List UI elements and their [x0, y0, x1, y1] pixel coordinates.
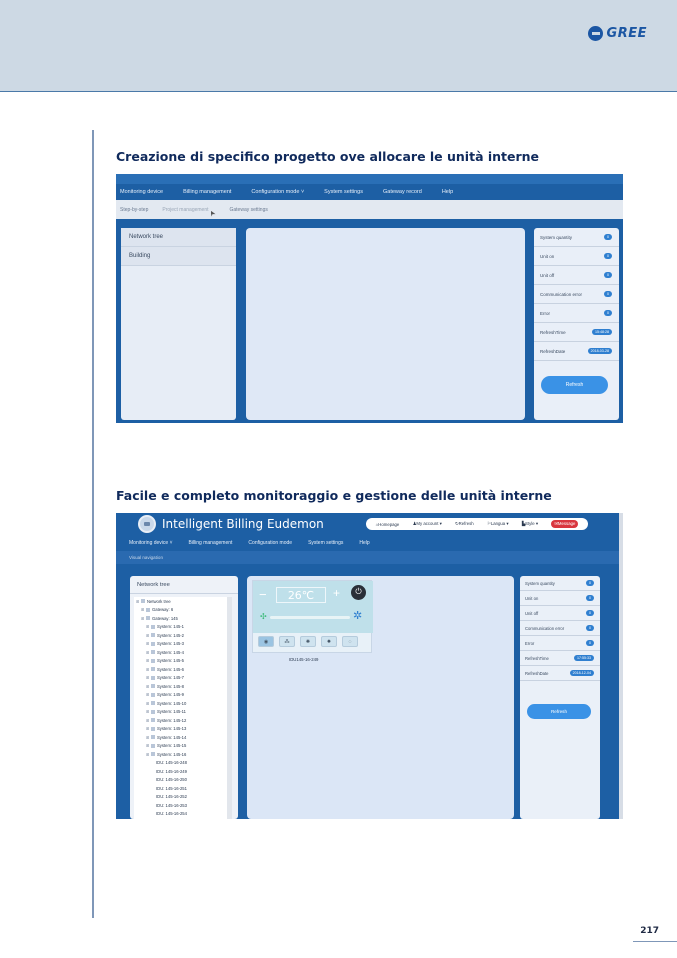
expand-icon[interactable]: ⊞ [146, 751, 150, 757]
stat-row [534, 247, 619, 266]
node-icon [151, 676, 155, 680]
gree-logo-icon [588, 26, 603, 41]
refresh-button[interactable]: Refresh [541, 376, 608, 394]
stat-label: Unit on [525, 595, 539, 601]
fan-low-icon[interactable]: ✣ [260, 612, 267, 621]
tree-item-network-tree[interactable]: Network tree [121, 228, 236, 247]
left-margin-rule [92, 130, 94, 918]
stat-badge: 0 [604, 310, 612, 316]
expand-icon[interactable]: ⊞ [146, 683, 150, 689]
app-top-strip [116, 174, 623, 184]
expand-icon[interactable]: ⊞ [146, 658, 150, 664]
tree-node-label: System: 145-1 [157, 624, 184, 630]
tree-node-label: System: 145-15 [157, 743, 187, 749]
stat-row [520, 576, 600, 591]
menu-item-help[interactable]: Help [359, 540, 370, 546]
expand-icon[interactable]: ⊞ [146, 649, 150, 655]
node-icon [151, 701, 155, 705]
message-label: Message [557, 521, 576, 526]
tree-node[interactable] [134, 597, 232, 606]
mode-heat-icon[interactable]: ◌ [342, 636, 358, 647]
stat-badge: 0 [586, 625, 594, 631]
menu-item-configuration[interactable]: Configuration mode ˅ [251, 189, 305, 195]
expand-icon[interactable]: ⊞ [146, 624, 150, 630]
stat-badge: 15:48:28 [592, 329, 612, 335]
tree-node[interactable] [134, 665, 232, 674]
tree-node-label: System: 145-10 [157, 700, 187, 706]
tree-node-label: IDU: 145-16-252 [156, 794, 187, 800]
stat-badge: 0 [604, 291, 612, 297]
tree-node-label: System: 145-3 [157, 641, 184, 647]
stat-row [520, 636, 600, 651]
node-icon [151, 659, 155, 663]
tree-node-label: System: 145-7 [157, 675, 184, 681]
stat-badge: 0 [604, 253, 612, 259]
expand-icon[interactable]: ⊞ [146, 632, 150, 638]
tree-node-label: Network tree [147, 598, 171, 604]
expand-icon[interactable]: ⊞ [146, 675, 150, 681]
tree-node[interactable] [134, 674, 232, 683]
message-button[interactable]: ✉Message [551, 520, 578, 528]
visual-navigation-bar[interactable]: Visual navigation [116, 551, 623, 564]
tree-node-label: System: 145-8 [157, 683, 184, 689]
sub-navigation [116, 200, 623, 219]
node-icon [146, 608, 150, 612]
screenshot-project-management [116, 174, 623, 423]
tree-node[interactable] [134, 793, 232, 802]
tree-node[interactable] [134, 725, 232, 734]
tree-node-label: IDU: 145-16-253 [156, 802, 187, 808]
language-label: Langua ▾ [490, 521, 509, 526]
mouse-cursor-icon [211, 211, 216, 217]
tree-node[interactable] [134, 691, 232, 700]
menu-item-system-settings[interactable]: System settings [324, 189, 363, 195]
tree-node-label: IDU: 145-16-250 [156, 777, 187, 783]
tree-node-label: System: 145-6 [157, 666, 184, 672]
screenshot-monitoring [116, 513, 623, 819]
stat-badge: 0 [586, 595, 594, 601]
stat-row [534, 228, 619, 247]
expand-icon[interactable]: ⊞ [146, 641, 150, 647]
stat-label: RefreshTime [525, 655, 549, 661]
tree-node[interactable] [134, 623, 232, 632]
node-icon [151, 744, 155, 748]
tree-node[interactable] [134, 606, 232, 615]
tree-node[interactable] [134, 657, 232, 666]
tree-node[interactable] [134, 784, 232, 793]
stat-label: Communication error [525, 625, 565, 631]
refresh-link[interactable]: ↻Refresh [455, 521, 474, 526]
my-account-label: My account ▾ [416, 521, 442, 526]
stat-label: Unit off [525, 610, 539, 616]
refresh-button[interactable]: Refresh [527, 704, 591, 719]
tree-node-label: System: 145-2 [157, 632, 184, 638]
power-icon[interactable]: ⏻ [351, 585, 366, 600]
tree-node-label: System: 145-12 [157, 717, 187, 723]
my-account-link[interactable]: ♟My account ▾ [412, 521, 442, 526]
fan-high-icon[interactable]: ✲ [353, 610, 363, 622]
tree-node-label: System: 145-5 [157, 658, 184, 664]
stat-row [520, 621, 600, 636]
stat-row [520, 591, 600, 606]
network-tree-panel [130, 576, 238, 819]
expand-icon[interactable]: ⊞ [141, 607, 145, 613]
tree-node-label: Gateway: 6 [152, 607, 174, 613]
stat-badge: 0 [586, 580, 594, 586]
menu-item-billing[interactable]: Billing management [183, 189, 232, 195]
menu-bar [116, 184, 623, 200]
mode-fan-icon[interactable]: ✹ [321, 636, 337, 647]
stat-row [534, 285, 619, 304]
stat-row [520, 651, 600, 666]
tree-node[interactable] [134, 742, 232, 751]
tree-node[interactable] [134, 682, 232, 691]
tree-node[interactable] [134, 648, 232, 657]
mode-cool-icon[interactable]: ⁂ [279, 636, 295, 647]
fan-speed-slider[interactable] [270, 616, 350, 619]
node-icon [151, 710, 155, 714]
subnav-step-by-step[interactable]: Step-by-step [120, 206, 149, 213]
tree-node[interactable] [134, 801, 232, 810]
expand-icon[interactable]: ⊞ [146, 700, 150, 706]
expand-icon[interactable]: ⊞ [146, 726, 150, 732]
unit-control-panel [253, 581, 373, 633]
stat-badge: 0 [604, 272, 612, 278]
tree-node[interactable] [134, 708, 232, 717]
section-heading-monitoring: Facile e completo monitoraggio e gestione delle unità interne [116, 488, 552, 503]
node-icon [151, 752, 155, 756]
stat-label: Communication error [540, 291, 583, 297]
stat-label: RefreshTime [540, 329, 566, 335]
expand-icon[interactable]: ⊞ [146, 666, 150, 672]
stat-label: Error [540, 310, 550, 316]
mode-dry-icon[interactable]: ✺ [300, 636, 316, 647]
gree-logo [588, 26, 647, 41]
expand-icon[interactable]: ⊞ [146, 734, 150, 740]
node-icon [151, 625, 155, 629]
tree-node[interactable] [134, 614, 232, 623]
stat-label: Unit on [540, 253, 555, 259]
homepage-link[interactable]: ⌂Homepage [375, 521, 400, 527]
stat-label: Error [525, 640, 535, 646]
section-heading-project: Creazione di specifico progetto ove allocare le unità interne [116, 149, 540, 164]
node-icon [151, 633, 155, 637]
style-link[interactable]: ▙Style ▾ [521, 521, 539, 526]
stat-row [534, 342, 619, 361]
tree-node[interactable] [134, 716, 232, 725]
increase-temp-button[interactable]: + [333, 586, 341, 600]
menu-item-gateway-record[interactable]: Gateway record [383, 189, 422, 195]
stat-label: RefreshDate [540, 348, 566, 354]
stat-row [534, 304, 619, 323]
tree-node-label: System: 145-9 [157, 692, 184, 698]
language-link[interactable]: ⚐Langua ▾ [486, 521, 509, 526]
stat-badge: 0 [586, 610, 594, 616]
node-icon [151, 727, 155, 731]
menu-bar [116, 535, 623, 551]
stat-row [534, 323, 619, 342]
tree-node-label: Gateway: 145 [152, 615, 178, 621]
stat-label: System quantity [525, 580, 555, 586]
menu-item-monitoring[interactable]: Monitoring device [120, 189, 164, 195]
tree-node[interactable] [134, 699, 232, 708]
stat-row [534, 266, 619, 285]
tree-node-label: System: 145-16 [157, 751, 187, 757]
top-toolbar [366, 518, 588, 530]
tree-node-label: IDU: 145-16-249 [156, 768, 187, 774]
mode-buttons [258, 636, 358, 647]
status-panel [534, 228, 619, 420]
node-icon [141, 599, 145, 603]
subnav-project-management[interactable]: Project management [162, 206, 209, 213]
tree-node-label: System: 145-4 [157, 649, 184, 655]
tree-node[interactable] [134, 759, 232, 768]
network-tree [134, 597, 232, 819]
tree-node[interactable] [134, 776, 232, 785]
menu-item-configuration[interactable]: Configuration mode [248, 540, 293, 546]
stat-badge: 17:55:33 [574, 655, 594, 661]
tree-node-label: System: 145-11 [157, 709, 187, 715]
tree-node[interactable] [134, 767, 232, 776]
mode-auto-icon[interactable]: ◉ [258, 636, 274, 647]
stat-badge: 2018-12-04 [570, 670, 594, 676]
expand-icon[interactable]: ⊞ [141, 615, 145, 621]
stat-label: RefreshDate [525, 670, 549, 676]
stat-badge: 0 [604, 234, 612, 240]
header-band [0, 0, 677, 92]
tree-item-building[interactable]: Building [121, 247, 236, 266]
node-icon [151, 735, 155, 739]
stat-row [520, 666, 600, 681]
expand-icon[interactable]: ⊞ [136, 598, 140, 604]
node-icon [151, 718, 155, 722]
node-icon [151, 684, 155, 688]
stat-row [520, 606, 600, 621]
menu-item-monitoring[interactable]: Monitoring device ˅ [129, 540, 173, 546]
page-number-rule [633, 941, 677, 942]
node-icon [151, 693, 155, 697]
app-logo-icon [138, 515, 156, 533]
stat-label: System quantity [540, 234, 573, 240]
expand-icon[interactable]: ⊞ [146, 709, 150, 715]
expand-icon[interactable]: ⊞ [146, 692, 150, 698]
network-tree-panel [121, 228, 236, 420]
stat-label: Unit off [540, 272, 555, 278]
tree-node[interactable] [134, 810, 232, 819]
node-icon [146, 616, 150, 620]
node-icon [151, 667, 155, 671]
network-tree-title: Network tree [130, 576, 238, 594]
menu-item-help[interactable]: Help [441, 189, 454, 195]
decrease-temp-button[interactable]: − [259, 587, 267, 602]
app-title: Intelligent Billing Eudemon [162, 517, 324, 531]
tree-node[interactable] [134, 750, 232, 759]
main-content-area [246, 228, 525, 420]
tree-node[interactable] [134, 733, 232, 742]
stat-badge: 0 [586, 640, 594, 646]
tree-node[interactable] [134, 640, 232, 649]
indoor-unit-card[interactable] [252, 580, 372, 653]
expand-icon[interactable]: ⊞ [146, 717, 150, 723]
stat-badge: 2018-03-28 [588, 348, 612, 354]
tree-node-label: System: 145-13 [157, 726, 187, 732]
menu-item-system-settings[interactable]: System settings [308, 540, 344, 546]
status-panel [520, 576, 600, 819]
tree-node[interactable] [134, 631, 232, 640]
refresh-link-label: Refresh [458, 521, 474, 526]
node-icon [151, 650, 155, 654]
tree-scrollbar[interactable] [227, 597, 232, 819]
tree-node-label: System: 145-14 [157, 734, 187, 740]
tree-node-label: IDU: 145-16-254 [156, 811, 187, 817]
menu-item-billing[interactable]: Billing management [188, 540, 233, 546]
subnav-gateway-settings[interactable]: Gateway settings [229, 206, 268, 213]
expand-icon[interactable]: ⊞ [146, 743, 150, 749]
gree-logo-text: GREE [606, 26, 647, 41]
temperature-display: 26℃ [276, 587, 326, 603]
style-label: Style ▾ [525, 521, 539, 526]
homepage-label: Homepage [378, 521, 400, 527]
tree-node-label: IDU: 145-16-248 [156, 760, 187, 766]
tree-node-label: IDU: 145-16-251 [156, 785, 187, 791]
indoor-unit-label: IDU145-16-249 [289, 657, 319, 662]
main-content-area [247, 576, 514, 819]
page-number: 217 [640, 926, 659, 936]
page-scrollbar[interactable] [619, 513, 623, 819]
node-icon [151, 642, 155, 646]
